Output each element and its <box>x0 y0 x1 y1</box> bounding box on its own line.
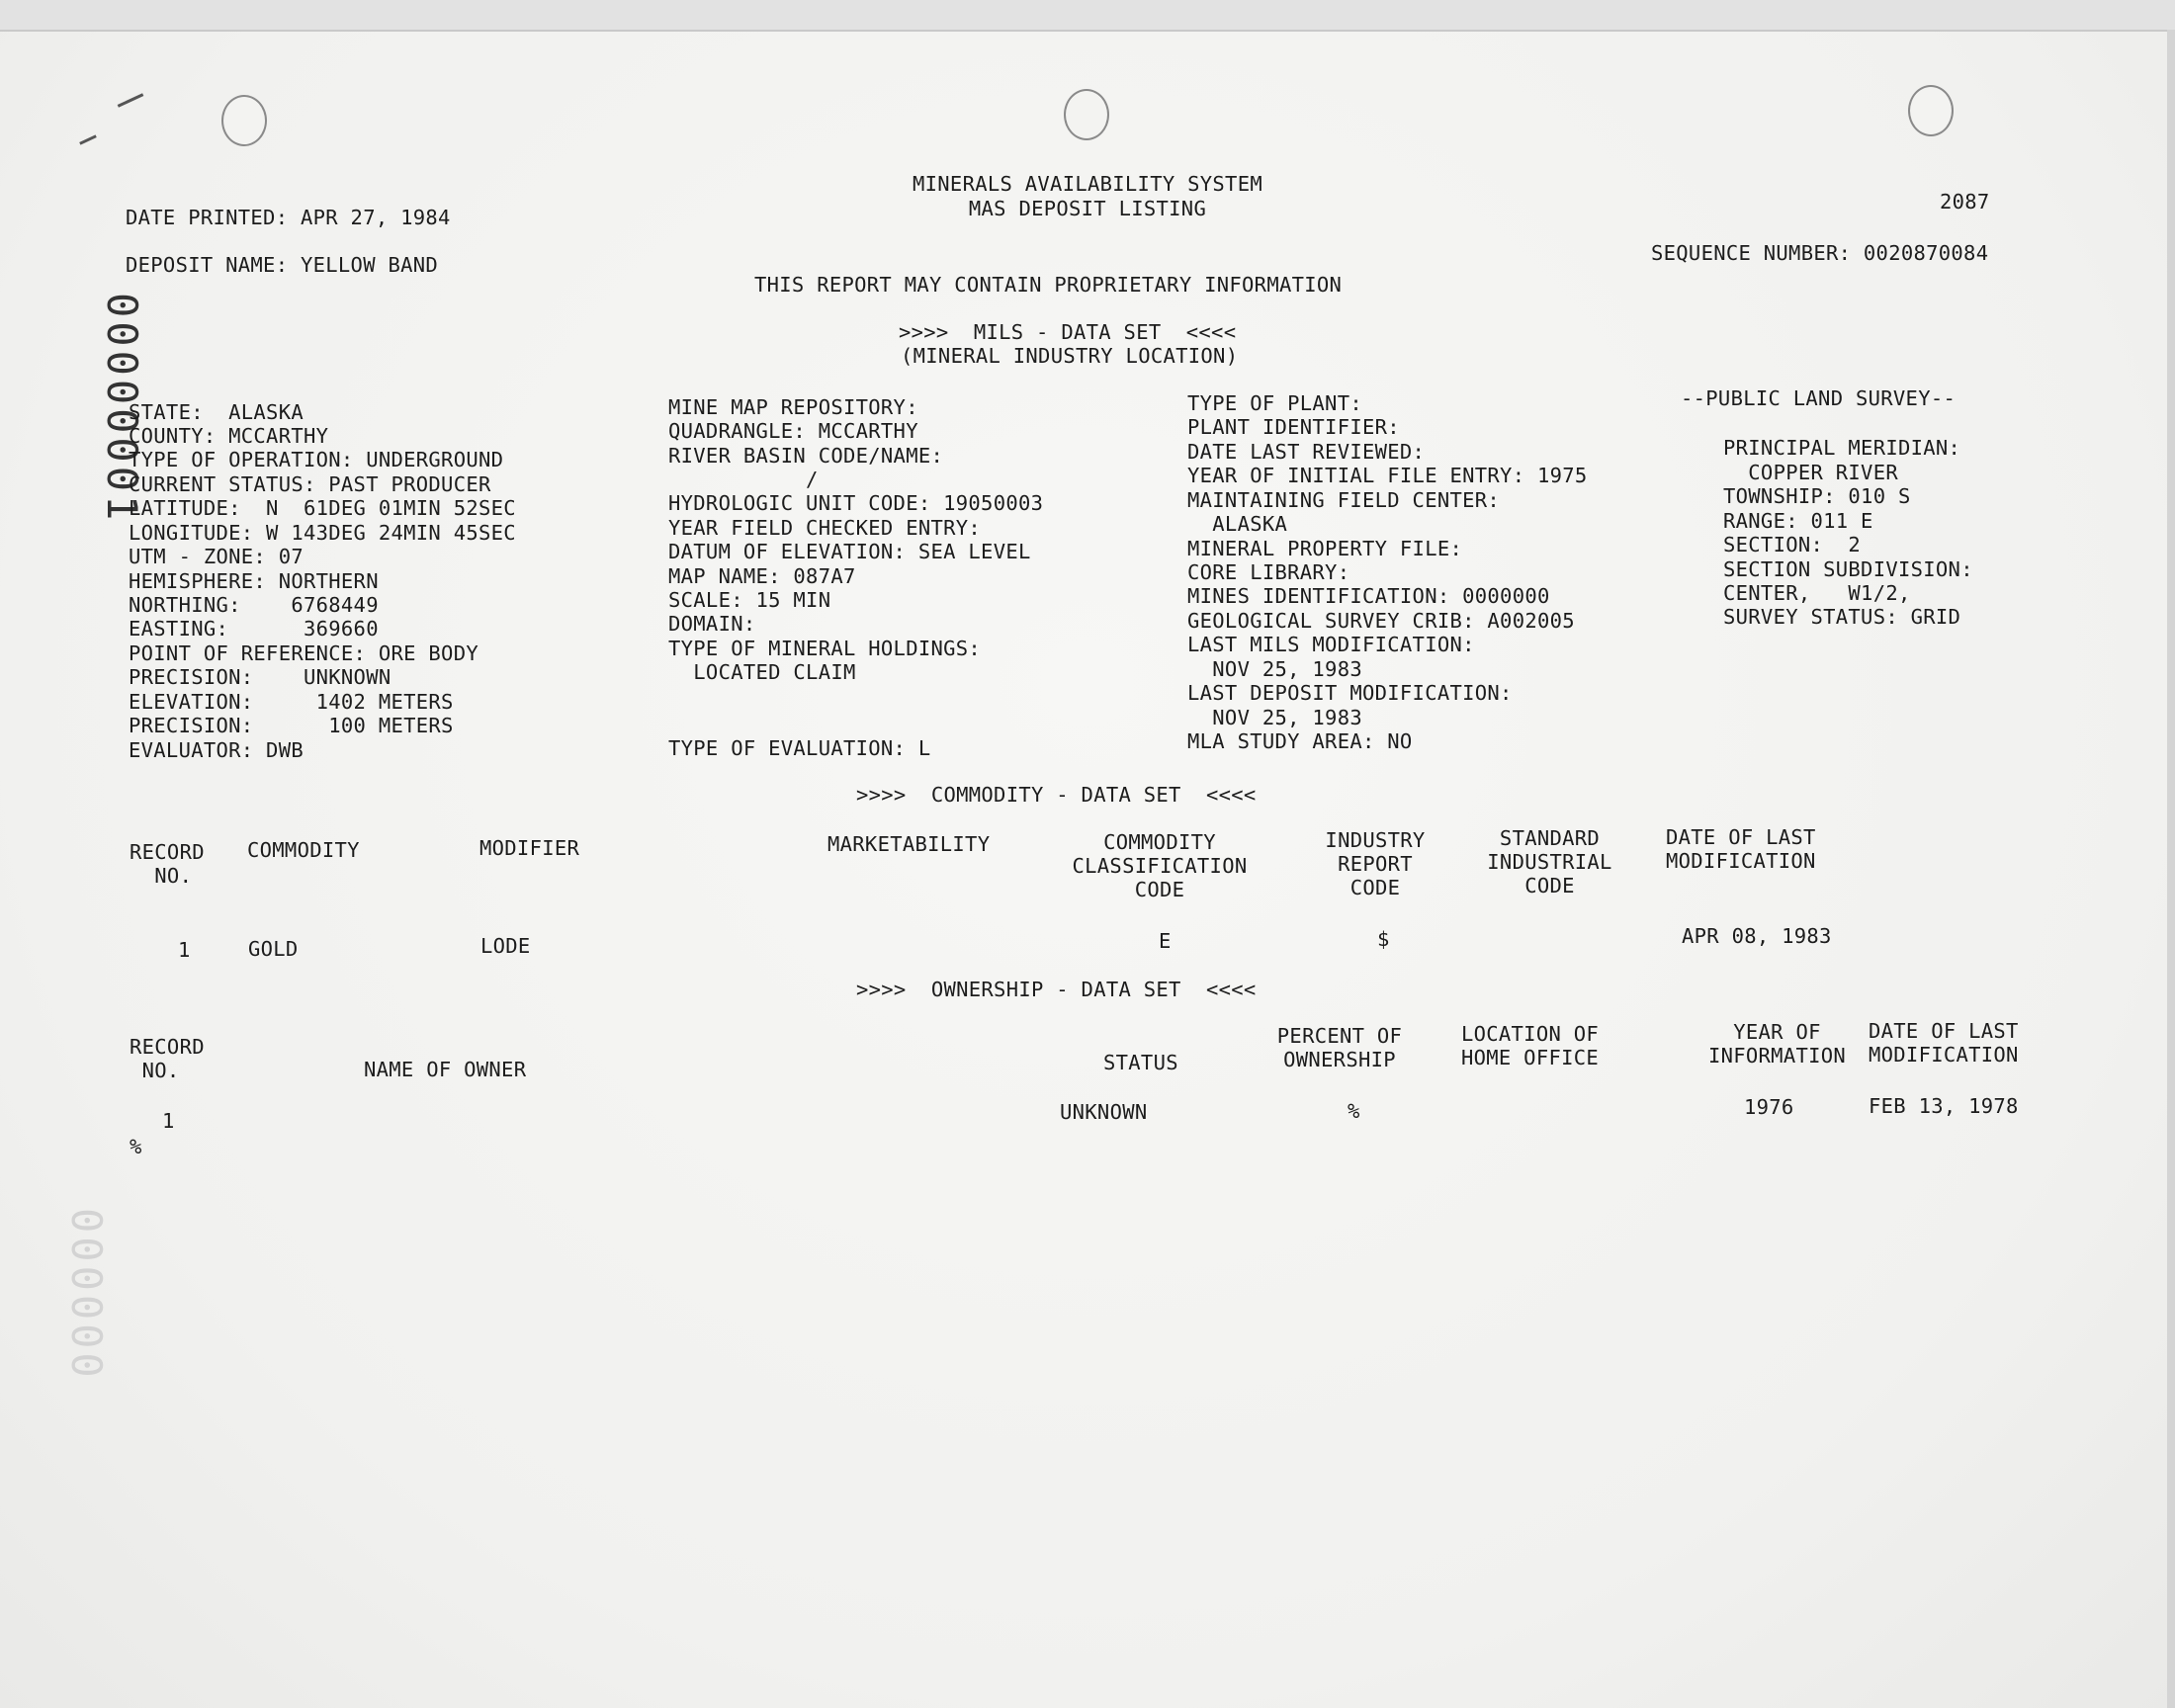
field-easting: EASTING: 369660 <box>129 617 379 640</box>
field-mine-map-repository: MINE MAP REPOSITORY: <box>668 395 918 419</box>
ownership-last-mod: FEB 13, 1978 <box>1869 1094 2019 1118</box>
public-land-survey-heading: --PUBLIC LAND SURVEY-- <box>1681 386 1957 410</box>
field-mineral-holdings-value: LOCATED CLAIM <box>668 660 856 684</box>
deposit-name: DEPOSIT NAME: YELLOW BAND <box>126 253 439 277</box>
commodity-header-last-mod: DATE OF LAST MODIFICATION <box>1666 825 1816 873</box>
field-type-of-plant: TYPE OF PLANT: <box>1187 391 1362 415</box>
commodity-modifier: LODE <box>480 934 531 958</box>
field-evaluator: EVALUATOR: DWB <box>129 738 304 762</box>
field-mines-identification: MINES IDENTIFICATION: 0000000 <box>1187 584 1550 608</box>
field-quadrangle: QUADRANGLE: MCCARTHY <box>668 419 918 443</box>
ownership-status: UNKNOWN <box>1060 1100 1148 1124</box>
ownership-year: 1976 <box>1744 1095 1794 1119</box>
field-mineral-holdings: TYPE OF MINERAL HOLDINGS: <box>668 637 982 660</box>
punch-hole-center <box>1064 89 1109 140</box>
punch-hole-right <box>1908 85 1954 136</box>
field-principal-meridian-value: COPPER RIVER <box>1723 461 1898 484</box>
field-domain: DOMAIN: <box>668 612 756 636</box>
field-current-status: CURRENT STATUS: PAST PRODUCER <box>129 472 491 496</box>
field-precision: PRECISION: UNKNOWN <box>129 665 392 689</box>
field-year-initial-entry: YEAR OF INITIAL FILE ENTRY: 1975 <box>1187 464 1588 487</box>
field-datum-of-elevation: DATUM OF ELEVATION: SEA LEVEL <box>668 540 1031 563</box>
field-field-center: MAINTAINING FIELD CENTER: <box>1187 488 1501 512</box>
field-northing: NORTHING: 6768449 <box>129 593 379 617</box>
field-elevation: ELEVATION: 1402 METERS <box>129 690 454 714</box>
field-core-library: CORE LIBRARY: <box>1187 560 1350 584</box>
sequence-number: SEQUENCE NUMBER: 0020870084 <box>1651 241 1989 265</box>
ownership-heading: >>>> OWNERSHIP - DATA SET <<<< <box>856 978 1257 1001</box>
commodity-header-commodity: COMMODITY <box>247 838 360 862</box>
pen-mark <box>118 93 144 108</box>
field-section-subdivision: SECTION SUBDIVISION: <box>1723 557 1973 581</box>
field-mineral-property-file: MINERAL PROPERTY FILE: <box>1187 537 1463 560</box>
ownership-header-last-mod: DATE OF LAST MODIFICATION <box>1869 1019 2019 1067</box>
field-last-mils-mod-value: NOV 25, 1983 <box>1187 657 1362 681</box>
mils-heading: >>>> MILS - DATA SET <<<< <box>899 320 1237 344</box>
field-type-of-evaluation: TYPE OF EVALUATION: L <box>668 736 931 760</box>
ownership-header-status: STATUS <box>1103 1051 1178 1074</box>
page-number: 2087 <box>1940 190 1990 214</box>
field-hydrologic-unit-code: HYDROLOGIC UNIT CODE: 19050003 <box>668 491 1044 515</box>
field-survey-status: SURVEY STATUS: GRID <box>1723 605 1961 629</box>
field-year-field-checked: YEAR FIELD CHECKED ENTRY: <box>668 516 982 540</box>
commodity-name: GOLD <box>248 937 299 961</box>
field-principal-meridian: PRINCIPAL MERIDIAN: <box>1723 436 1961 460</box>
field-field-center-value: ALASKA <box>1187 512 1288 536</box>
commodity-record-no: 1 <box>178 938 191 962</box>
field-state: STATE: ALASKA <box>129 400 304 424</box>
field-scale: SCALE: 15 MIN <box>668 588 831 612</box>
ownership-header-record-no: RECORD NO. <box>130 1035 205 1082</box>
commodity-header-sic: STANDARD INDUSTRIAL CODE <box>1487 826 1612 897</box>
proprietary-notice: THIS REPORT MAY CONTAIN PROPRIETARY INFORMATION <box>754 273 1343 297</box>
field-range: RANGE: 011 E <box>1723 509 1873 533</box>
ownership-header-location: LOCATION OF HOME OFFICE <box>1460 1022 1600 1069</box>
mils-subheading: (MINERAL INDUSTRY LOCATION) <box>901 344 1239 368</box>
commodity-heading: >>>> COMMODITY - DATA SET <<<< <box>856 783 1257 807</box>
commodity-industry-code: $ <box>1377 927 1390 951</box>
commodity-header-classification: COMMODITY CLASSIFICATION CODE <box>1072 830 1248 901</box>
field-last-deposit-mod: LAST DEPOSIT MODIFICATION: <box>1187 681 1513 705</box>
field-map-name: MAP NAME: 087A7 <box>668 564 856 588</box>
ownership-percent: % <box>1348 1099 1360 1123</box>
stamp-number-faded: 000000 <box>62 1208 111 1382</box>
commodity-header-marketability: MARKETABILITY <box>827 832 991 856</box>
field-point-of-reference: POINT OF REFERENCE: ORE BODY <box>129 641 478 665</box>
commodity-header-modifier: MODIFIER <box>479 836 580 860</box>
field-date-last-reviewed: DATE LAST REVIEWED: <box>1187 440 1426 464</box>
ownership-header-year: YEAR OF INFORMATION <box>1707 1020 1847 1068</box>
ownership-header-name: NAME OF OWNER <box>364 1058 527 1081</box>
ownership-owner-percent-marker: % <box>130 1135 142 1158</box>
field-river-basin-value: / <box>668 468 819 491</box>
commodity-classification-code: E <box>1159 929 1172 953</box>
field-township: TOWNSHIP: 010 S <box>1723 484 1911 508</box>
field-section-subdivision-value: CENTER, W1/2, <box>1723 581 1911 605</box>
page-top-edge <box>0 0 2175 32</box>
field-section: SECTION: 2 <box>1723 533 1862 556</box>
pen-mark <box>79 134 97 144</box>
field-utm-zone: UTM - ZONE: 07 <box>129 545 304 568</box>
commodity-last-mod: APR 08, 1983 <box>1682 924 1832 948</box>
ownership-record-no: 1 <box>162 1109 175 1133</box>
date-printed: DATE PRINTED: APR 27, 1984 <box>126 206 451 229</box>
field-hemisphere: HEMISPHERE: NORTHERN <box>129 569 379 593</box>
field-river-basin: RIVER BASIN CODE/NAME: <box>668 444 944 468</box>
field-plant-identifier: PLANT IDENTIFIER: <box>1187 415 1400 439</box>
listing-title: MAS DEPOSIT LISTING <box>968 197 1207 220</box>
field-latitude: LATITUDE: N 61DEG 01MIN 52SEC <box>129 496 516 520</box>
field-county: COUNTY: MCCARTHY <box>129 424 329 448</box>
field-last-deposit-mod-value: NOV 25, 1983 <box>1187 706 1362 729</box>
stamp-number-dark: 00000001 <box>98 293 146 525</box>
commodity-header-record-no: RECORD NO. <box>130 840 205 888</box>
field-type-of-operation: TYPE OF OPERATION: UNDERGROUND <box>129 448 504 471</box>
ownership-header-percent: PERCENT OF OWNERSHIP <box>1276 1024 1403 1071</box>
field-last-mils-mod: LAST MILS MODIFICATION: <box>1187 633 1475 656</box>
field-elevation-precision: PRECISION: 100 METERS <box>129 714 454 737</box>
field-survey-crib: GEOLOGICAL SURVEY CRIB: A002005 <box>1187 609 1575 633</box>
system-title: MINERALS AVAILABILITY SYSTEM <box>913 172 1262 196</box>
commodity-header-industry-code: INDUSTRY REPORT CODE <box>1325 828 1426 899</box>
punch-hole-left <box>221 95 267 146</box>
field-longitude: LONGITUDE: W 143DEG 24MIN 45SEC <box>129 521 516 545</box>
page-right-edge <box>2167 30 2175 1708</box>
field-mla-study-area: MLA STUDY AREA: NO <box>1187 729 1413 753</box>
